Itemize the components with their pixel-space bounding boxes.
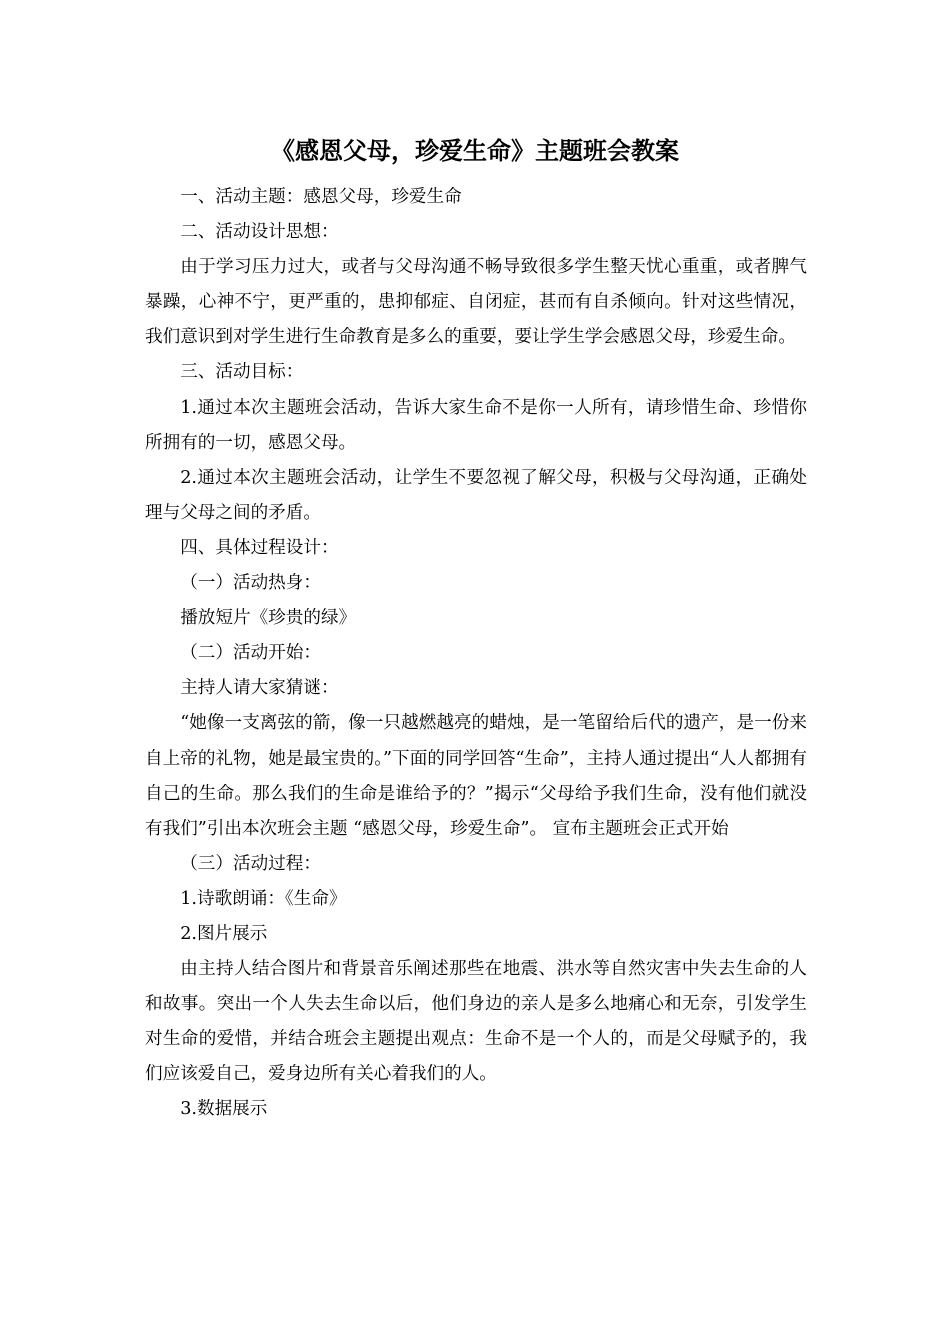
document-body <box>145 180 807 1128</box>
paragraph-design-idea: 由于学习压力过大，或者与父母沟通不畅导致很多学生整天忧心重重，或者脾气暴躁，心神不宁，更严重的，患抑郁症、自闭症，甚而有自杀倾向。针对这些情况，我们意识到对学生进行生命教育是多么的重要，要让学生学会感恩父母，珍爱生命。 <box>145 257 807 348</box>
paragraph-pictures: 由主持人结合图片和背景音乐阐述那些在地震、洪水等自然灾害中失去生命的人和故事。突出一个人失去生命以后，他们身边的亲人是多么地痛心和无奈，引发学生对生命的爱惜，并结合班会主题提出观点：生命不是一个人的，而是父母赋予的，我们应该爱自己，爱身边所有关心着我们的人。 <box>145 959 807 1085</box>
goal-item-1: 1.通过本次主题班会活动，告诉大家生命不是你一人所有，请珍惜生命、珍惜你所拥有的一切，感恩父母。 <box>145 397 807 453</box>
paragraph-riddle-intro: 主持人请大家猜谜： <box>180 678 339 699</box>
section-heading-design-idea: 二、活动设计思想： <box>180 222 339 243</box>
subheading-warmup: （一）活动热身： <box>180 573 321 594</box>
goal-item-2: 2.通过本次主题班会活动，让学生不要忽视了解父母，积极与父母沟通，正确处理与父母之间的矛盾。 <box>145 467 807 523</box>
section-heading-theme: 一、活动主题：感恩父母，珍爱生命 <box>180 187 462 207</box>
subheading-activity-process: （三）活动过程： <box>180 853 321 874</box>
subheading-start: （二）活动开始： <box>180 643 321 664</box>
process-item-pictures: 2.图片展示 <box>180 923 268 944</box>
paragraph-warmup: 播放短片《珍贵的绿》 <box>180 608 357 629</box>
process-item-poem: 1.诗歌朗诵：《生命》 <box>180 888 347 909</box>
section-heading-goals: 三、活动目标： <box>180 362 304 383</box>
paragraph-riddle: “她像一支离弦的箭，像一只越燃越亮的蜡烛，是一笔留给后代的遗产，是一份来自上帝的礼物，她是最宝贵的。”下面的同学回答“生命”，主持人通过提出“人人都拥有自己的生命。那么我们的生命是谁给予的？”揭示“父母给予我们生命，没有他们就没有我们”引出本次班会主题 “感恩父母，珍爱生命”。 宣布主题班会正式开始 <box>145 713 807 839</box>
process-item-data: 3.数据展示 <box>180 1099 268 1120</box>
section-heading-process: 四、具体过程设计： <box>180 537 339 558</box>
document-title: 《感恩父母，珍爱生命》主题班会教案 <box>271 136 679 165</box>
